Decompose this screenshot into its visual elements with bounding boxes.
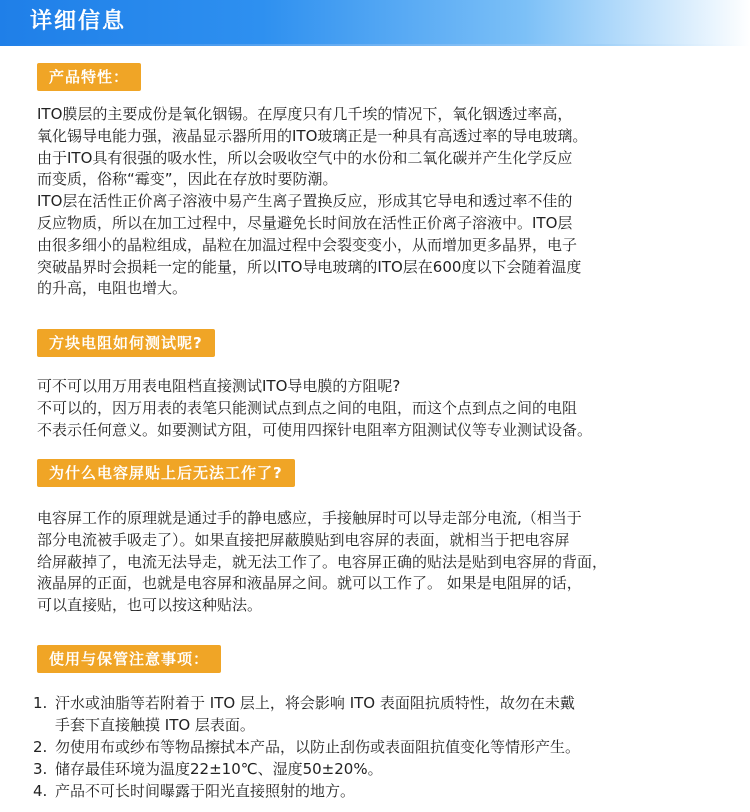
section-heading-usage-storage: 使用与保管注意事项： xyxy=(37,645,221,673)
list-item-number: 3. xyxy=(33,760,48,778)
section-heading-capacitive-screen: 为什么电容屏贴上后无法工作了? xyxy=(37,459,295,487)
list-item-number: 2. xyxy=(33,738,48,756)
list-item-number: 1. xyxy=(33,694,48,712)
list-item-text: 产品不可长时间曝露于阳光直接照射的地方。 xyxy=(55,782,356,800)
section-heading-product-features: 产品特性： xyxy=(37,63,141,91)
list-item xyxy=(33,692,733,736)
list-item xyxy=(33,780,733,802)
list-item-number: 4. xyxy=(33,782,48,800)
list-item-text: 汗水或油脂等若附着于 ITO 层上，将会影响 ITO 表面阻抗质特性，故勿在未戴 手套下直接触摸 ITO 层表面。 xyxy=(55,694,575,734)
list-item xyxy=(33,736,733,758)
header-divider xyxy=(0,44,750,46)
list-item xyxy=(33,758,733,780)
list-item-text: 储存最佳环境为温度22±10℃、湿度50±20%。 xyxy=(55,760,383,778)
product-features-text: ITO膜层的主要成份是氧化铟锡。在厚度只有几千埃的情况下，氧化铟透过率高， 氧化锡导电能力强，液晶显示器所用的ITO玻璃正是一种具有高透过率的导电玻璃。 由于ITO具有很强的吸水性，所以会吸收空气中的水份和二氧化碳并产生化学反应 而变质，俗称“霉变”，因此在存放时要防潮。 ITO层在活性正价离子溶液中易产生离子置换反应，形成其它导电和透过率不佳的 反应物质，所以在加工过程中，尽量避免长时间放在活性正价离子溶液中。ITO层 由很多细小的晶粒组成，晶粒在加温过程中会裂变变小，从而增加更多晶界，电子 突破晶界时会损耗一定的能量，所以ITO导电玻璃的ITO层在600度以下会随着温度 的升高，电阻也增大。 xyxy=(37,105,588,298)
list-item-text: 勿使用布或纱布等物品擦拭本产品，以防止刮伤或表面阻抗值变化等情形产生。 xyxy=(55,738,581,756)
usage-storage-list xyxy=(33,692,733,802)
header-banner xyxy=(0,0,750,44)
page-title: 详细信息 xyxy=(30,9,127,34)
capacitive-screen-text: 电容屏工作的原理就是通过手的静电感应，手接触屏时可以导走部分电流,（相当于 部分电流被手吸走了）。如果直接把屏蔽膜贴到电容屏的表面，就相当于把电容屏 给屏蔽掉了，电流无法导走，就无法工作了。电容屏正确的贴法是贴到电容屏的背面， 液晶屏的正面，也就是电容屏和液晶屏之间。就可以工作了。 如果是电阻屏的话， 可以直接贴，也可以按这种贴法。 xyxy=(37,509,608,615)
section-heading-sheet-resistance: 方块电阻如何测试呢? xyxy=(37,329,215,357)
sheet-resistance-text: 可不可以用万用表电阻档直接测试ITO导电膜的方阻呢? 不可以的，因万用表的表笔只能测试点到点之间的电阻，而这个点到点之间的电阻 不表示任何意义。如要测试方阻，可使用四探针电阻率方阻测试仪等专业测试设备。 xyxy=(37,377,593,439)
